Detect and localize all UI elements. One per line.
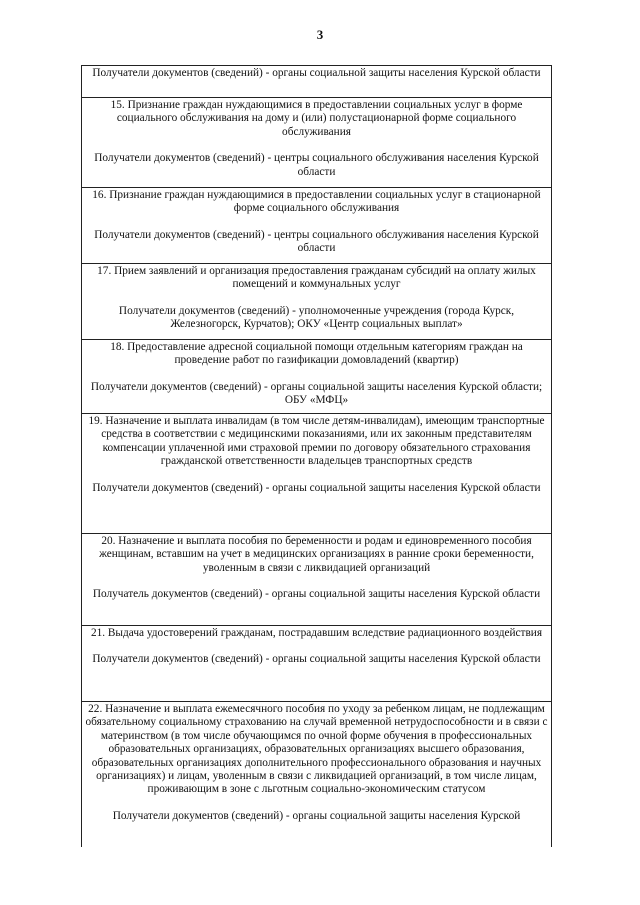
table-row bbox=[82, 98, 551, 188]
service-title: 16. Признание граждан нуждающимися в предоставлении социальных услуг в стационарной форме социального обслуживания bbox=[92, 189, 541, 215]
recipients-text: Получатели документов (сведений) - центры социального обслуживания населения Курской области bbox=[94, 152, 539, 178]
service-title: 20. Назначение и выплата пособия по беременности и родам и единовременного пособия женщинам, вставшим на учет в медицинских организациях в ранние сроки беременности, уволенным в связи с ликвидацией организаций bbox=[99, 535, 534, 574]
recipients-text: Получатели документов (сведений) - центры социального обслуживания населения Курской области bbox=[94, 228, 539, 255]
service-title: 17. Прием заявлений и организация предоставления гражданам субсидий на оплату жилых помещений и коммунальных услуг bbox=[97, 265, 536, 291]
document-table bbox=[81, 65, 552, 847]
recipients-text: Получатели документов (сведений) - органы социальной защиты населения Курской области bbox=[92, 67, 541, 79]
recipients-text: Получатель документов (сведений) - органы социальной защиты населения Курской области bbox=[92, 588, 541, 601]
recipients-text: Получатели документов (сведений) - органы социальной защиты населения Курской области bbox=[92, 481, 541, 494]
service-title: 21. Выдача удостоверений гражданам, пострадавшим вследствие радиационного воздействия bbox=[90, 627, 543, 639]
table-row bbox=[82, 626, 551, 702]
table-row bbox=[82, 414, 551, 534]
service-title: 22. Назначение и выплата ежемесячного пособия по уходу за ребенком лицам, не подлежащим обязательному социальному страхованию на случай временной нетрудоспособности и в связи с материнством (в том числе обучающимся по очной форме обучения в профессиональных образовательных организациях, образовательных организациях высшего образования, образовательных организациях дополнительного профессионального образования и научных организациях) и лицам, уволенным в связи с ликвидацией организаций, в том числе лицам, проживающим в зоне с льготным социально-экономическим статусом bbox=[85, 703, 548, 796]
service-title: 19. Назначение и выплата инвалидам (в том числе детям-инвалидам), имеющим транспортные средства в соответствии с медицинскими показаниями, или их законным представителям компенсации уплаченной ими страховой премии по договору обязательного страхования гражданской ответственности владельцев транспортных средств bbox=[88, 415, 545, 468]
table-row bbox=[82, 702, 551, 847]
recipients-text: Получатели документов (сведений) - органы социальной защиты населения Курской области; ОБУ «МФЦ» bbox=[90, 380, 543, 407]
table-row bbox=[82, 188, 551, 264]
table-row bbox=[82, 66, 551, 98]
service-title: 18. Предоставление адресной социальной помощи отдельным категориям граждан на проведение работ по газификации домовладений (квартир) bbox=[110, 341, 523, 367]
recipients-text: Получатели документов (сведений) - органы социальной защиты населения Курской области bbox=[92, 653, 541, 666]
table-row bbox=[82, 264, 551, 340]
service-title: 15. Признание граждан нуждающимися в предоставлении социальных услуг в форме социального обслуживания на дому и (или) полустационарной форме социального обслуживания bbox=[110, 99, 523, 138]
page-number: 3 bbox=[316, 27, 324, 42]
recipients-text: Получатели документов (сведений) - органы социальной защиты населения Курской bbox=[112, 809, 521, 822]
table-row bbox=[82, 534, 551, 626]
recipients-text: Получатели документов (сведений) - уполномоченные учреждения (города Курск, Железногорск, Курчатов); ОКУ «Центр социальных выплат» bbox=[118, 304, 515, 331]
table-row bbox=[82, 340, 551, 414]
